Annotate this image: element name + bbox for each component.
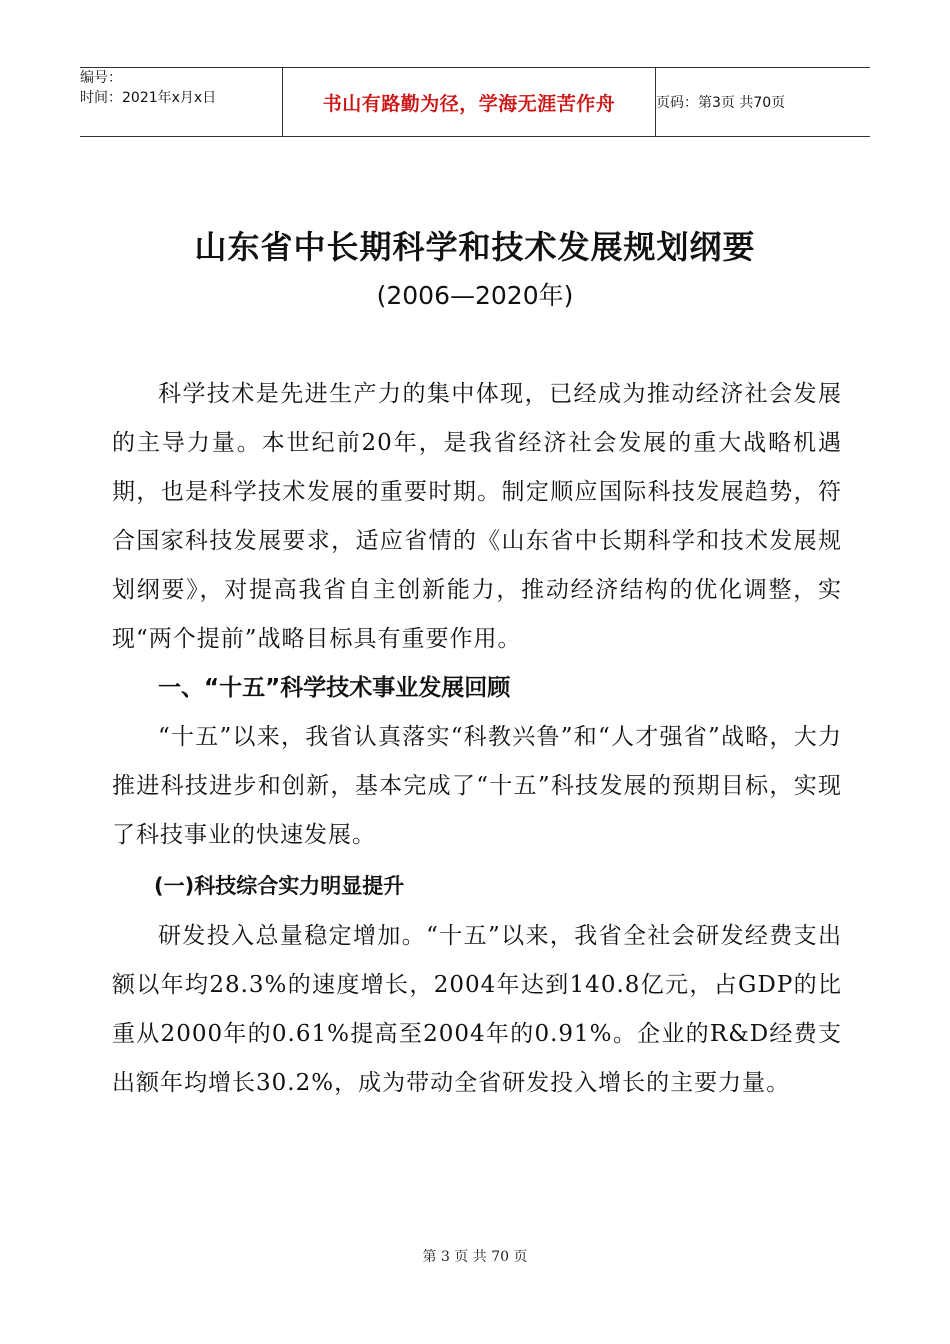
document-title: 山东省中长期科学和技术发展规划纲要 [194, 228, 756, 266]
header-motto-cell [283, 68, 656, 137]
document-number-label: 编号： [80, 70, 122, 86]
intro-paragraph: 科学技术是先进生产力的集中体现，已经成为推动经济社会发展的主导力量。本世纪前20年，是我省经济社会发展的重大战略机遇期，也是科学技术发展的重要时期。制定顺应国际科技发展趋势，符合国家科技发展要求，适应省情的《山东省中长期科学和技术发展规划纲要》，对提高我省自主创新能力，推动经济结构的优化调整，实现“两个提前”战略目标具有重要作用。 [112, 381, 842, 652]
header-page-info: 页码：第3页 共70页 [656, 68, 871, 137]
page-footer: 第 3 页 共 70 页 [422, 1249, 528, 1265]
subsection-heading: (一)科技综合实力明显提升 [154, 874, 405, 898]
section-heading: 一、“十五”科学技术事业发展回顾 [158, 675, 511, 701]
header-table [80, 67, 870, 137]
section-paragraph: “十五”以来，我省认真落实“科教兴鲁”和“人才强省”战略，大力推进科技进步和创新，基本完成了“十五”科技发展的预期目标，实现了科技事业的快速发展。 [112, 724, 842, 848]
document-body [112, 370, 842, 1108]
document-date-label: 时间：2021年x月x日 [80, 90, 217, 106]
header-motto: 书山有路勤为径，学海无涯苦作舟 [322, 92, 616, 115]
document-subtitle: (2006—2020年) [376, 281, 574, 310]
header-meta-cell [80, 68, 283, 137]
subsection-paragraph: 研发投入总量稳定增加。“十五”以来，我省全社会研发经费支出额以年均28.3%的速度增长，2004年达到140.8亿元，占GDP的比重从2000年的0.61%提高至2004年的0.91%。企业的R&D经费支出额年均增长30.2%，成为带动全省研发投入增长的主要力量。 [112, 923, 842, 1096]
